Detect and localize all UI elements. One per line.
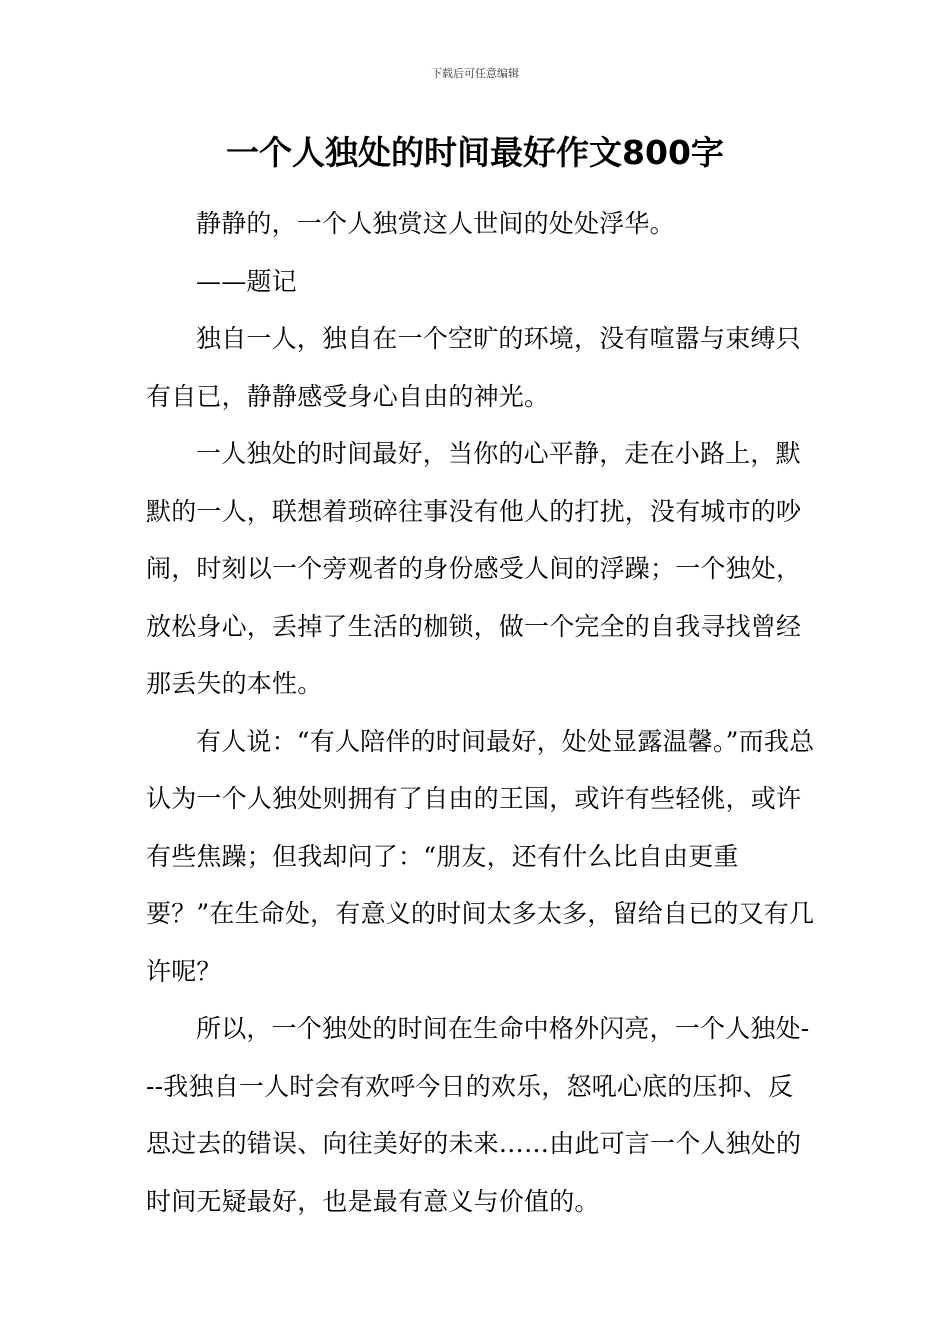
essay-epigraph-note: ——题记 [196, 266, 297, 296]
essay-paragraph-4: 有人说：“有人陪伴的时间最好，处处显露温馨。”而我总认为一个人独处则拥有了自由的王国，或许有些轻佻，或许有些焦躁；但我却问了：“朋友，还有什么比自由更重要？”在生命处，有意义的时间太多太多，留给自已的又有几许呢？ [146, 726, 815, 986]
essay-paragraph-1: 静静的，一个人独赏这人世间的处处浮华。 [196, 209, 675, 238]
essay-paragraph-2: 独自一人，独自在一个空旷的环境，没有喧嚣与束缚只有自已，静静感受身心自由的神光。 [146, 324, 801, 411]
header-note: 下载后可任意编辑 [431, 67, 519, 80]
essay-paragraph-3: 一人独处的时间最好，当你的心平静，走在小路上，默默的一人，联想着琐碎往事没有他人的打扰，没有城市的吵闹，时刻以一个旁观者的身份感受人间的浮躁；一个独处，放松身心，丢掉了生活的枷锁，做一个完全的自我寻找曾经那丢失的本性。 [146, 439, 802, 698]
page-title: 一个人独处的时间最好作文800字 [226, 133, 724, 172]
essay-paragraph-5: 所以，一个独处的时间在生命中格外闪亮，一个人独处---我独自一人时会有欢呼今日的欢乐，怒吼心底的压抑、反思过去的错误、向往美好的未来……由此可言一个人独处的时间无疑最好，也是最有意义与价值的。 [146, 1014, 810, 1216]
essay-body [146, 195, 818, 1230]
